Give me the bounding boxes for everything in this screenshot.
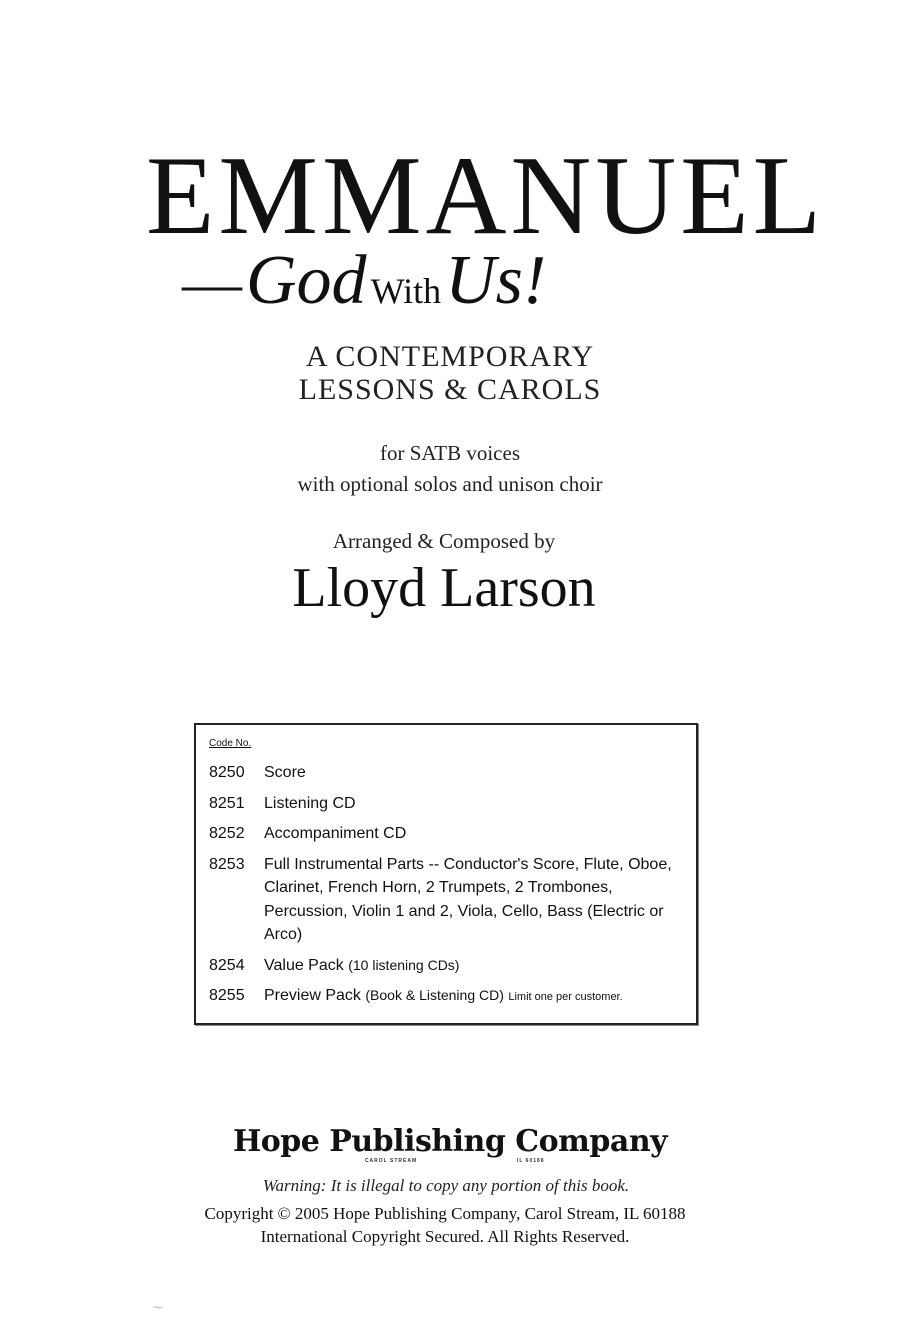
code-number: 8251: [209, 794, 245, 812]
code-description: Score: [264, 764, 306, 781]
credit-label: Arranged & Composed by: [332, 529, 556, 553]
code-description: Value Pack: [264, 956, 344, 974]
work-subtitle-line-1: A CONTEMPORARY: [305, 340, 595, 373]
code-number: 8255: [209, 987, 245, 1004]
code-description-note: Limit one per customer.: [508, 991, 623, 1003]
title-us: Us!: [445, 242, 547, 319]
code-header: Code No.: [209, 738, 252, 749]
title-god: God: [246, 242, 367, 319]
code-description: Full Instrumental Parts -- Conductor's Score, Flute, Oboe, Clarinet, French Horn, 2 Trumpets, 2 Trombones, Percussion, Violin 1 and 2, Viola, Cello, Bass (Electric or Arco): [264, 855, 672, 943]
code-description-wrap: [264, 954, 689, 978]
code-description-wrap: [264, 984, 689, 1010]
code-description-extra: (Book & Listening CD): [365, 987, 504, 1003]
code-row: [209, 954, 689, 978]
code-number: 8250: [209, 764, 245, 781]
code-number: 8252: [209, 825, 245, 842]
composer-name: Lloyd Larson: [292, 557, 596, 619]
code-number: 8253: [209, 855, 245, 873]
code-row: [209, 853, 689, 947]
main-title: EMMANUEL: [146, 134, 826, 258]
copyright-line-1: Copyright © 2005 Hope Publishing Company, Carol Stream, IL 60188: [204, 1204, 686, 1223]
copyright-line-2: International Copyright Secured. All Rights Reserved.: [260, 1227, 630, 1246]
publisher-location: CAROL STREAM: [364, 1158, 418, 1164]
code-description: Listening CD: [264, 794, 356, 812]
voicing-line-2: with optional solos and unison choir: [297, 472, 603, 496]
code-description: Preview Pack: [264, 987, 361, 1004]
title-tagline: [182, 242, 547, 319]
copy-warning: Warning: It is illegal to copy any portion of this book.: [262, 1176, 630, 1195]
publisher-name-wrap: [232, 1124, 668, 1164]
voicing-line-1: for SATB voices: [380, 441, 520, 465]
product-code-box: [194, 723, 698, 1025]
code-row: [209, 761, 689, 785]
code-list: [209, 761, 689, 1017]
title-dash: —: [182, 250, 242, 316]
title-with: With: [370, 271, 442, 311]
code-row: [209, 792, 689, 816]
voicing: [0, 438, 900, 500]
code-description: Accompaniment CD: [264, 825, 407, 842]
code-number: 8254: [209, 956, 245, 974]
scan-mark-icon: ~: [152, 1300, 164, 1316]
code-description-extra: (10 listening CDs): [348, 956, 460, 973]
copyright-notice: [0, 1202, 890, 1248]
publisher-name: Hope Publishing Company: [232, 1124, 668, 1159]
publisher-logo: [0, 1124, 900, 1164]
code-row: [209, 822, 689, 846]
work-subtitle-line-2: LESSONS & CAROLS: [298, 373, 602, 406]
code-row: [209, 984, 689, 1010]
publisher-state-zip: IL 60188: [516, 1158, 545, 1164]
work-subtitle: [0, 340, 900, 406]
